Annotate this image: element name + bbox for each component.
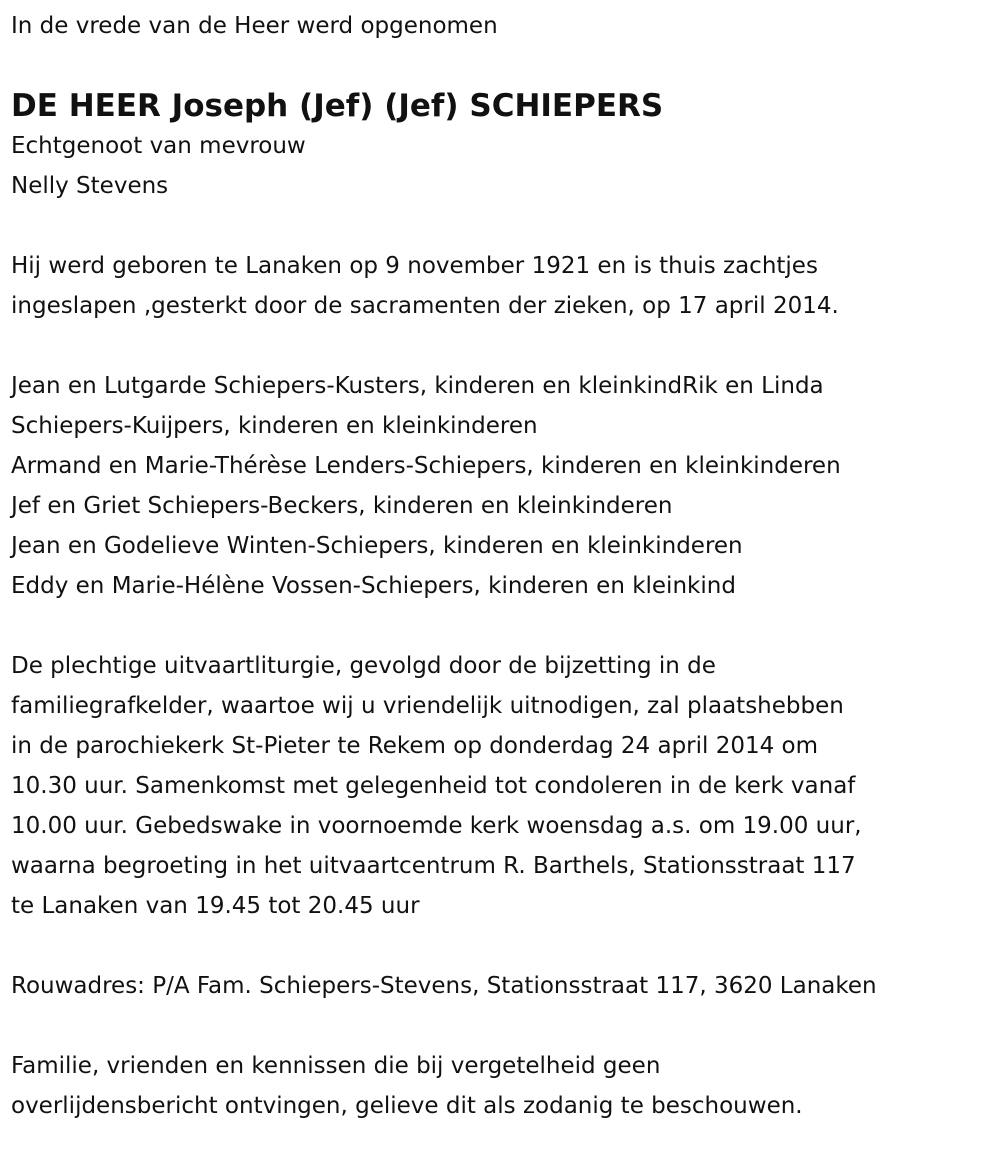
birth-death-line-1: Hij werd geboren te Lanaken op 9 november 1921 en is thuis zachtjes (11, 253, 818, 279)
deceased-name: DE HEER Joseph (Jef) (Jef) SCHIEPERS (11, 88, 664, 124)
ceremony-line-5: 10.00 uur. Gebedswake in voornoemde kerk woensdag a.s. om 19.00 uur, (11, 813, 862, 839)
ceremony-line-1: De plechtige uitvaartliturgie, gevolgd door de bijzetting in de (11, 653, 716, 679)
ceremony-block (11, 646, 1000, 926)
family-line-1: Jean en Lutgarde Schiepers-Kusters, kinderen en kleinkindRik en Linda (11, 373, 824, 399)
family-line-5: Jean en Godelieve Winten-Schiepers, kinderen en kleinkinderen (11, 533, 743, 559)
address-line: Rouwadres: P/A Fam. Schiepers-Stevens, Stationsstraat 117, 3620 Lanaken (11, 973, 877, 999)
address-block (11, 966, 1000, 1006)
family-block (11, 366, 1000, 606)
family-line-3: Armand en Marie-Thérèse Lenders-Schiepers, kinderen en kleinkinderen (11, 453, 841, 479)
ceremony-line-7: te Lanaken van 19.45 tot 20.45 uur (11, 893, 420, 919)
closing-line-2: overlijdensbericht ontvingen, gelieve dit als zodanig te beschouwen. (11, 1093, 803, 1119)
family-line-4: Jef en Griet Schiepers-Beckers, kinderen en kleinkinderen (11, 493, 673, 519)
closing-block (11, 1046, 1000, 1126)
family-line-6: Eddy en Marie-Hélène Vossen-Schiepers, kinderen en kleinkind (11, 573, 736, 599)
ceremony-line-4: 10.30 uur. Samenkomst met gelegenheid tot condoleren in de kerk vanaf (11, 773, 856, 799)
spouse-line-1: Echtgenoot van mevrouw (11, 133, 306, 159)
spouse-block (11, 126, 1000, 206)
family-line-2: Schiepers-Kuijpers, kinderen en kleinkinderen (11, 413, 538, 439)
ceremony-line-2: familiegrafkelder, waartoe wij u vriendelijk uitnodigen, zal plaatshebben (11, 693, 844, 719)
ceremony-line-3: in de parochiekerk St-Pieter te Rekem op donderdag 24 april 2014 om (11, 733, 819, 759)
birth-death-block (11, 246, 1000, 326)
closing-line-1: Familie, vrienden en kennissen die bij vergetelheid geen (11, 1053, 661, 1079)
birth-death-line-2: ingeslapen ,gesterkt door de sacramenten der zieken, op 17 april 2014. (11, 293, 839, 319)
intro-line: In de vrede van de Heer werd opgenomen (11, 13, 498, 39)
spouse-line-2: Nelly Stevens (11, 173, 169, 199)
ceremony-line-6: waarna begroeting in het uitvaartcentrum R. Barthels, Stationsstraat 117 (11, 853, 856, 879)
